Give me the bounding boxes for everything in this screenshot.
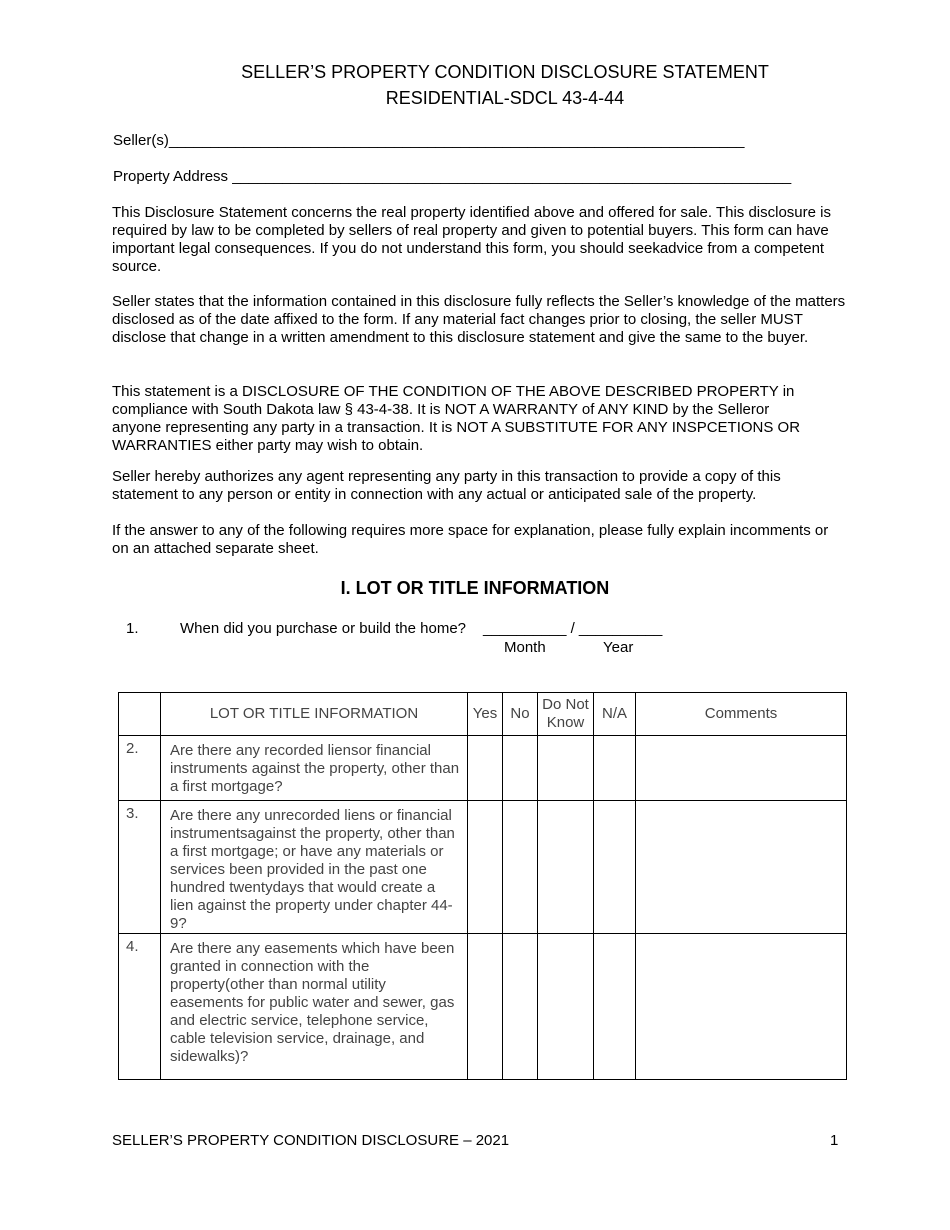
table-header-row [119,693,847,736]
lot-title-table [118,692,847,1080]
row-question: Are there any unrecorded liens or financial instrumentsagainst the property, other than a first mortgage; or have any materials or services been provided in the past one hundred twentydays that would create a lien against the property under chapter 44-9? [161,801,468,934]
purchase-date-blank[interactable]: __________ / __________ [483,620,663,637]
na-cell[interactable] [594,736,636,801]
page-number: 1 [830,1132,839,1149]
authorization-paragraph: Seller hereby authorizes any agent representing any party in this transaction to provide a copy of this statement to any person or entity in connection with any actual or anticipated sale of the property. [112,468,781,503]
seller-line[interactable]: _____________________________________________________________________ [168,132,745,149]
na-cell[interactable] [594,801,636,934]
document-subtitle: RESIDENTIAL-SDCL 43-4-44 [385,88,625,108]
row-number: 3. [119,801,161,934]
question-1-number: 1. [126,620,139,637]
footer-text: SELLER’S PROPERTY CONDITION DISCLOSURE – 2021 [112,1132,510,1149]
year-label: Year [603,639,634,656]
row-question: Are there any recorded liensor financial instruments against the property, other than a first mortgage? [161,736,468,801]
row-number: 2. [119,736,161,801]
property-address-label: Property Address [113,168,229,185]
do-not-know-cell[interactable] [538,934,594,1080]
table-row [119,736,847,801]
na-header: N/A [594,693,636,736]
na-cell[interactable] [594,934,636,1080]
no-cell[interactable] [503,736,538,801]
property-address-field[interactable] [113,168,791,185]
no-cell[interactable] [503,801,538,934]
topic-header: LOT OR TITLE INFORMATION [161,693,468,736]
disclaimer-paragraph: This statement is a DISCLOSURE OF THE CONDITION OF THE ABOVE DESCRIBED PROPERTY in compliance with South Dakota law § 43-4-38. It is NOT A WARRANTY of ANY KIND by the Selleror anyone representing any party in a transaction. It is NOT A SUBSTITUTE FOR ANY INSPCETIONS OR WARRANTIES either party may wish to obtain. [112,383,801,454]
table-row [119,934,847,1080]
question-1-text: When did you purchase or build the home? [180,620,467,637]
intro-paragraph: This Disclosure Statement concerns the real property identified above and offered for sale. This disclosure is required by law to be completed by sellers of real property and given to potential buyers. This form can have important legal consequences. If you do not understand this form, you should seekadvice from a competent source. [112,204,831,275]
yes-cell[interactable] [468,736,503,801]
comments-header: Comments [636,693,847,736]
knowledge-paragraph: Seller states that the information contained in this disclosure fully reflects the Seller’s knowledge of the matters disclosed as of the date affixed to the form. If any material fact changes prior to closing, the seller MUST disclose that change in a written amendment to this disclosure statement and give the same to the buyer. [112,293,846,346]
do-not-know-header: Do Not Know [538,693,594,736]
property-address-line[interactable]: ___________________________________________________________________ [232,168,792,185]
comments-cell[interactable] [636,736,847,801]
section-heading: I. LOT OR TITLE INFORMATION [340,578,610,598]
no-cell[interactable] [503,934,538,1080]
comments-cell[interactable] [636,801,847,934]
do-not-know-cell[interactable] [538,801,594,934]
table-row [119,801,847,934]
seller-field[interactable] [113,132,744,149]
yes-cell[interactable] [468,801,503,934]
number-header [119,693,161,736]
document-title: SELLER’S PROPERTY CONDITION DISCLOSURE STATEMENT [241,62,769,82]
comments-cell[interactable] [636,934,847,1080]
yes-cell[interactable] [468,934,503,1080]
month-label: Month [504,639,546,656]
row-number: 4. [119,934,161,1080]
row-question: Are there any easements which have been granted in connection with the property(other than normal utility easements for public water and sewer, gas and electric service, telephone service, cable television service, drainage, and sidewalks)? [161,934,468,1080]
no-header: No [503,693,538,736]
do-not-know-cell[interactable] [538,736,594,801]
yes-header: Yes [468,693,503,736]
seller-label: Seller(s) [113,132,169,149]
explanation-paragraph: If the answer to any of the following requires more space for explanation, please fully explain incomments or on an attached separate sheet. [112,522,829,557]
